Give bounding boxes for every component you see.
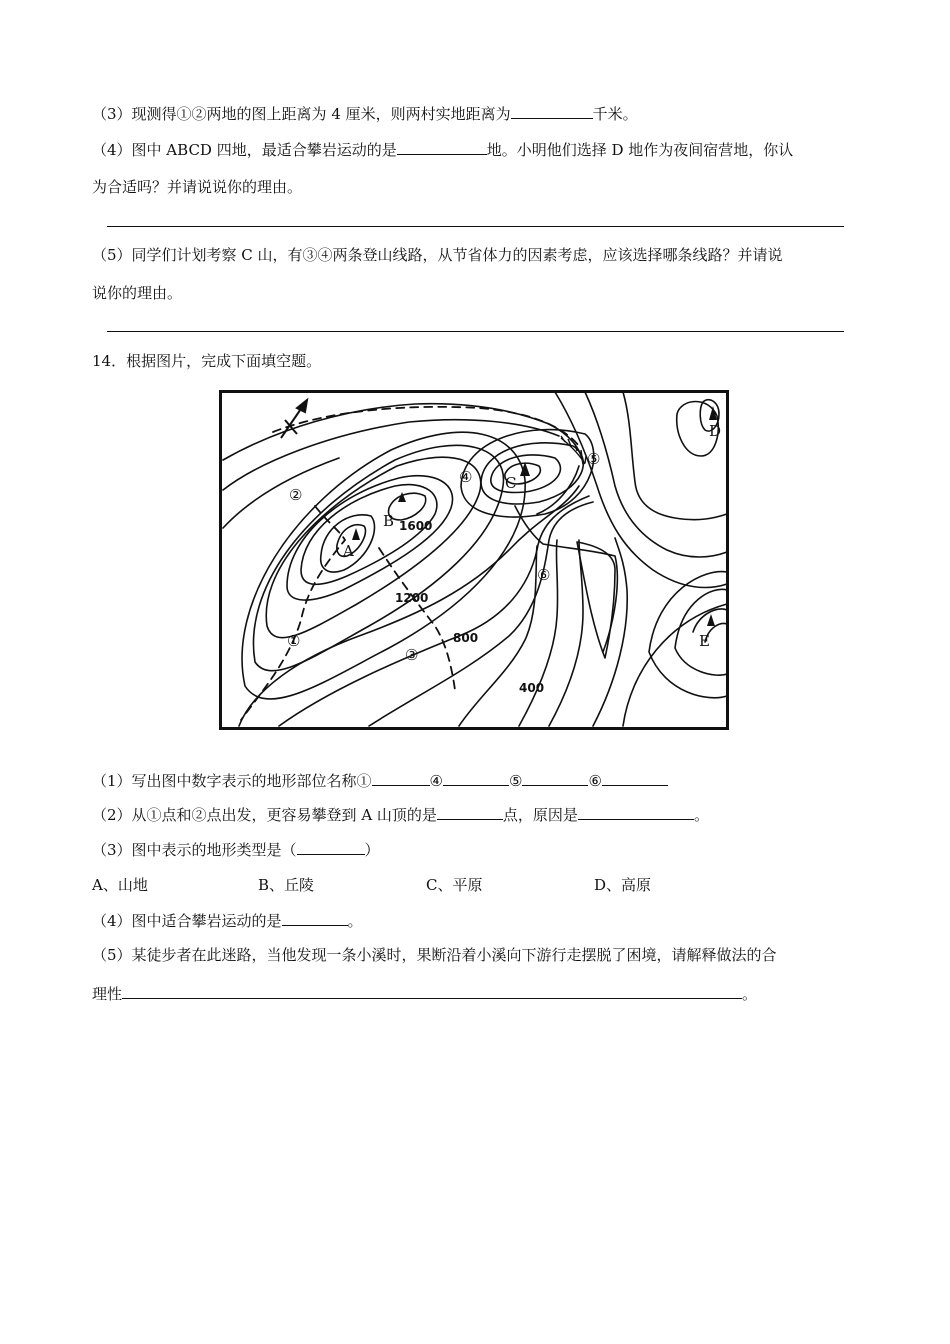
q14-part4: （4）图中适合攀岩运动的是 。 (92, 912, 363, 930)
answer-line[interactable] (107, 331, 844, 332)
option-d[interactable]: D、高原 (594, 876, 652, 894)
label-c: C (505, 474, 517, 492)
answer-blank[interactable] (602, 770, 668, 786)
q14-part1: （1）写出图中数字表示的地形部位名称① ④ ⑤ ⑥ (92, 770, 668, 791)
answer-blank[interactable] (522, 770, 588, 786)
q14-title: 14．根据图片，完成下面填空题。 (92, 352, 322, 370)
marker-5: ⑤ (587, 450, 601, 468)
map-frame (221, 392, 728, 729)
option-b[interactable]: B、丘陵 (258, 876, 315, 894)
marker-2: ② (289, 486, 303, 504)
elevation-400: 400 (519, 681, 545, 695)
marker-3: ③ (405, 646, 419, 664)
elevation-800: 800 (453, 631, 479, 645)
answer-blank[interactable] (397, 139, 487, 155)
answer-blank[interactable] (578, 804, 694, 820)
q14-part2: （2）从①点和②点出发，更容易攀登到 A 山顶的是 点，原因是 。 (92, 806, 709, 824)
marker-6: ⑥ (537, 566, 551, 584)
contour-map (219, 390, 729, 730)
q14-part5-cont: 理性 。 (92, 985, 758, 1003)
marker-4: ④ (459, 468, 473, 486)
answer-blank[interactable] (443, 770, 509, 786)
q13-part3: （3）现测得①②两地的图上距离为 4 厘米，则两村实地距离为 千米。 (92, 105, 638, 123)
label-e: E (699, 632, 710, 650)
q13-part4-cont: 为合适吗？并请说说你的理由。 (92, 178, 303, 196)
q14-part5: （5）某徒步者在此迷路，当他发现一条小溪时，果断沿着小溪向下游行走摆脱了困境，请解释做法的合 (92, 946, 777, 964)
label-b: B (383, 512, 395, 530)
q14-part3: （3）图中表示的地形类型是（ ） (92, 841, 380, 859)
answer-blank[interactable] (437, 804, 503, 820)
q13-part4: （4）图中 ABCD 四地，最适合攀岩运动的是 地。小明他们选择 D 地作为夜间宿营地，你认 (92, 141, 794, 159)
answer-blank[interactable] (122, 983, 742, 999)
label-a: A (343, 542, 354, 560)
elevation-1200: 1200 (395, 591, 429, 605)
answer-line[interactable] (107, 226, 844, 227)
elevation-1600: 1600 (399, 519, 433, 533)
q13-part5: （5）同学们计划考察 C 山，有③④两条登山线路，从节省体力的因素考虑，应该选择哪条线路？并请说 (92, 246, 783, 264)
marker-1: ① (287, 632, 301, 650)
option-c[interactable]: C、平原 (426, 876, 483, 894)
label-d: D (709, 422, 722, 440)
answer-blank[interactable] (282, 910, 348, 926)
answer-blank[interactable] (372, 770, 430, 786)
option-a[interactable]: A、山地 (92, 876, 148, 894)
answer-blank[interactable] (297, 839, 365, 855)
q13-part5-cont: 说你的理由。 (92, 284, 183, 302)
answer-blank[interactable] (511, 103, 593, 119)
